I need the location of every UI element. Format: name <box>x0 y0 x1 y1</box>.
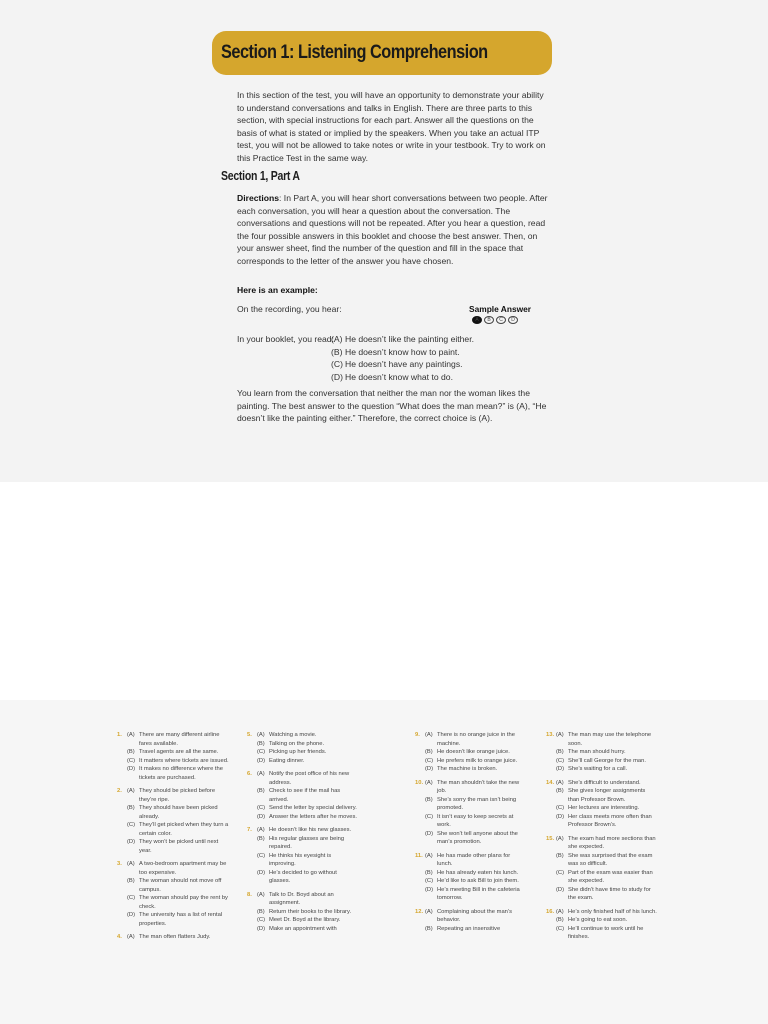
option-letter: (C) <box>127 757 136 764</box>
answer-option <box>127 731 229 748</box>
option-text: Complaining about the man’s behavior. <box>437 908 512 923</box>
option-letter: (A) <box>425 908 433 915</box>
option-letter: (A) <box>257 891 265 898</box>
option-letter: (D) <box>556 886 565 893</box>
option-text: They’ll get picked when they turn a certain color. <box>139 822 229 837</box>
option-text: The exam had more sections than she expected. <box>568 835 656 850</box>
question-item <box>117 731 229 782</box>
answer-option <box>127 860 229 877</box>
option-letter: (D) <box>127 766 136 772</box>
option-letter: (D) <box>257 813 266 820</box>
option-text: The man may use the telephone soon. <box>568 732 652 747</box>
question-number: 6. <box>247 771 252 777</box>
answer-option <box>556 748 658 757</box>
question-item <box>415 779 527 847</box>
option-text: He’d like to ask Bill to join them. <box>437 878 519 884</box>
option-letter: (A) <box>425 732 433 738</box>
answer-option <box>127 877 229 894</box>
answer-option <box>556 869 658 886</box>
page-top <box>0 0 768 482</box>
option-text: Part of the exam was easier than she expected. <box>568 869 653 884</box>
option-text: The woman should not move off campus. <box>139 878 222 893</box>
option-text: He thinks his eyesight is improving. <box>269 852 332 867</box>
option-text: His regular glasses are being repaired. <box>269 835 345 850</box>
option-letter: (D) <box>257 757 266 764</box>
answer-bubble-d: D <box>508 316 518 324</box>
option-text: Make an appointment with <box>269 925 337 932</box>
option-letter: (B) <box>425 749 433 755</box>
option-letter: (A) <box>257 827 265 833</box>
option-text: Answer the letters after he moves. <box>269 813 357 820</box>
answer-option <box>257 757 359 766</box>
option-text: She’s difficult to understand. <box>568 779 641 786</box>
option-text: They should have been picked already. <box>139 805 218 820</box>
option-letter: (C) <box>257 805 266 811</box>
option-letter: (A) <box>127 934 135 940</box>
question-number: 13. <box>546 732 555 738</box>
option-text: Return their books to the library. <box>269 908 352 915</box>
answer-option <box>257 908 359 917</box>
question-column <box>117 731 229 947</box>
option-text: The man often flatters Judy. <box>139 934 211 940</box>
option-text: There are many different airline fares available. <box>139 732 220 747</box>
option-text: She’ll call George for the man. <box>568 757 646 764</box>
option-letter: (B) <box>257 908 265 915</box>
sample-answer-label: Sample Answer <box>469 304 532 314</box>
option-letter: (C) <box>556 757 565 764</box>
option-text: It isn’t easy to keep secrets at work. <box>437 813 514 828</box>
option-text: The woman should pay the rent by check. <box>139 895 228 910</box>
option-letter: (B) <box>127 805 135 811</box>
option-letter: (D) <box>257 869 266 876</box>
option-letter: (B) <box>257 740 265 747</box>
option-letter: (B) <box>425 869 433 876</box>
answer-option <box>425 765 527 774</box>
answer-option <box>556 804 658 813</box>
option-text: Talking on the phone. <box>269 740 325 747</box>
option-text: He’s meeting Bill in the cafeteria tomorrow. <box>437 886 520 901</box>
option-text: A two-bedroom apartment may be too expensive. <box>139 861 227 876</box>
example-option: (D) He doesn’t know what to do. <box>331 371 453 382</box>
answer-option <box>127 894 229 911</box>
option-text: It matters where tickets are issued. <box>139 757 229 764</box>
question-number: 11. <box>415 852 423 859</box>
question-item <box>415 731 527 774</box>
option-text: He prefers milk to orange juice. <box>437 757 518 764</box>
question-item <box>546 908 658 942</box>
answer-option <box>257 787 359 804</box>
option-text: Her class meets more often than Professor Brown’s. <box>568 813 652 828</box>
answer-option <box>556 835 658 852</box>
option-text: Send the letter by special delivery. <box>269 805 357 811</box>
answer-option <box>127 821 229 838</box>
option-letter: (A) <box>257 732 265 738</box>
question-item <box>415 908 527 934</box>
option-letter: (A) <box>257 771 265 777</box>
option-letter: (C) <box>127 895 136 901</box>
example-options <box>331 333 474 383</box>
explanation-paragraph: You learn from the conversation that neither the man nor the woman likes the painting. The best answer to the question “What does the man mean?” is (A), “He doesn’t like the painting either.” Therefore, the correct choice is (A). <box>237 388 547 424</box>
answer-option <box>257 852 359 869</box>
option-letter: (B) <box>257 835 265 842</box>
answer-option <box>257 770 359 787</box>
option-letter: (B) <box>556 749 564 755</box>
option-text: Talk to Dr. Boyd about an assignment. <box>269 891 334 906</box>
question-number: 7. <box>247 827 252 833</box>
question-number: 8. <box>247 891 252 898</box>
answer-option <box>127 911 229 928</box>
option-text: He’s going to eat soon. <box>568 917 628 923</box>
answer-option <box>425 779 527 796</box>
option-letter: (D) <box>127 912 136 918</box>
question-number: 4. <box>117 934 122 940</box>
directions-label: Directions <box>237 193 280 203</box>
option-text: She didn’t have time to study for the exam. <box>568 886 651 901</box>
example-option: (C) He doesn’t have any paintings. <box>331 359 463 370</box>
directions-paragraph <box>237 192 549 268</box>
option-letter: (C) <box>425 813 434 820</box>
option-text: Watching a movie. <box>269 732 317 738</box>
answer-option <box>127 787 229 804</box>
answer-option <box>425 748 527 757</box>
question-number: 15. <box>546 835 555 842</box>
option-text: Picking up her friends. <box>269 749 327 755</box>
option-text: Check to see if the mail has arrived. <box>269 788 341 803</box>
option-letter: (A) <box>556 835 564 842</box>
option-text: He doesn’t like his new glasses. <box>269 827 352 833</box>
question-number: 10. <box>415 779 424 786</box>
question-number: 1. <box>117 732 122 738</box>
question-item <box>247 891 359 934</box>
option-text: He has already eaten his lunch. <box>437 869 519 876</box>
question-item <box>415 852 527 903</box>
option-text: There is no orange juice in the machine. <box>437 732 515 747</box>
option-text: They should be picked before they’re ripe. <box>139 788 216 803</box>
option-text: He’s decided to go without glasses. <box>269 869 337 884</box>
answer-option <box>425 852 527 869</box>
option-letter: (C) <box>257 852 266 859</box>
answer-option <box>556 813 658 830</box>
option-text: She gives longer assignments than Professor Brown. <box>568 788 646 803</box>
question-item <box>247 731 359 765</box>
option-letter: (A) <box>425 779 433 786</box>
option-letter: (A) <box>127 732 135 738</box>
option-letter: (B) <box>425 796 433 803</box>
answer-option <box>556 852 658 869</box>
answer-option <box>257 804 359 813</box>
option-text: Notify the post office of his new address. <box>269 771 350 786</box>
option-letter: (B) <box>127 878 135 884</box>
answer-option <box>127 765 229 782</box>
directions-text: : In Part A, you will hear short conversations between two people. After each conversation, you will hear a question about the conversation. The conversations and questions will not be repeated. After you hear a question, read the four possible answers in this booklet and choose the best answer. Then, on your answer sheet, find the number of the question and fill in the space that corresponds to the letter of the answer you have chosen. <box>237 193 548 266</box>
option-letter: (D) <box>425 766 434 772</box>
answer-option <box>257 826 359 835</box>
question-number: 9. <box>415 732 420 738</box>
option-text: The machine is broken. <box>437 766 498 772</box>
answer-option <box>556 731 658 748</box>
option-letter: (B) <box>127 749 135 755</box>
option-letter: (C) <box>556 805 565 811</box>
answer-option <box>425 925 527 934</box>
option-letter: (C) <box>556 925 565 932</box>
option-letter: (C) <box>556 869 565 876</box>
option-text: Repeating an insensitive <box>437 925 501 932</box>
option-letter: (C) <box>127 822 136 828</box>
option-letter: (B) <box>257 788 265 794</box>
part-title: Section 1, Part A <box>221 169 300 183</box>
option-letter: (D) <box>556 766 565 772</box>
answer-option <box>425 886 527 903</box>
answer-option <box>257 748 359 757</box>
option-letter: (A) <box>425 852 433 859</box>
option-text: The university has a list of rental properties. <box>139 912 223 927</box>
answer-option <box>257 813 359 822</box>
question-column <box>546 731 658 947</box>
question-item <box>546 779 658 830</box>
question-number: 5. <box>247 732 252 738</box>
option-letter: (C) <box>425 757 434 764</box>
option-text: They won’t be picked until next year. <box>139 839 219 854</box>
answer-option <box>257 869 359 886</box>
option-letter: (C) <box>425 878 434 884</box>
answer-option <box>556 779 658 788</box>
question-item <box>546 731 658 774</box>
answer-option <box>425 877 527 886</box>
answer-option <box>257 835 359 852</box>
answer-option <box>257 916 359 925</box>
example-title: Here is an example: <box>237 285 318 295</box>
question-item <box>247 826 359 886</box>
answer-option <box>127 748 229 757</box>
option-text: The man should hurry. <box>568 749 626 755</box>
question-item <box>117 860 229 928</box>
option-letter: (D) <box>127 839 136 845</box>
on-recording-text: On the recording, you hear: <box>237 304 342 314</box>
question-number: 12. <box>415 908 424 915</box>
option-text: She’s waiting for a call. <box>568 766 628 772</box>
option-letter: (C) <box>257 749 266 755</box>
answer-option <box>425 869 527 878</box>
answer-option <box>257 891 359 908</box>
option-letter: (B) <box>425 925 433 932</box>
option-letter: (C) <box>257 917 266 923</box>
option-text: He’s only finished half of his lunch. <box>568 908 657 915</box>
option-text: The man shouldn’t take the new job. <box>437 779 520 794</box>
option-text: Her lectures are interesting. <box>568 805 640 811</box>
option-letter: (B) <box>556 788 564 794</box>
question-item <box>546 835 658 903</box>
option-letter: (D) <box>425 886 434 893</box>
option-letter: (A) <box>127 788 135 794</box>
answer-option <box>127 757 229 766</box>
option-text: It makes no difference where the tickets are purchased. <box>139 766 223 781</box>
answer-option <box>556 908 658 917</box>
option-letter: (B) <box>556 852 564 859</box>
answer-option <box>425 908 527 925</box>
answer-option <box>257 925 359 934</box>
option-letter: (B) <box>556 917 564 923</box>
answer-option <box>127 804 229 821</box>
answer-option <box>257 731 359 740</box>
option-text: He’ll continue to work until he finishes. <box>568 925 644 940</box>
question-number: 2. <box>117 788 122 794</box>
answer-option <box>556 916 658 925</box>
answer-option <box>556 757 658 766</box>
answer-option <box>425 731 527 748</box>
option-text: She’s sorry the man isn’t being promoted. <box>437 796 517 811</box>
option-text: Meet Dr. Boyd at the library. <box>269 917 341 923</box>
option-text: Eating dinner. <box>269 757 305 764</box>
section-title: Section 1: Listening Comprehension <box>221 42 488 63</box>
option-letter: (D) <box>257 925 266 932</box>
intro-paragraph: In this section of the test, you will have an opportunity to demonstrate your ability to understand conversations and talks in English. There are three parts to this section, with special instructions for each part. Answer all the questions on the basis of what is stated or implied by the speakers. When you take an actual ITP test, you will not be allowed to take notes or write in your testbook. Try to work on this Practice Test in the same way. <box>237 90 546 163</box>
option-letter: (A) <box>556 779 564 786</box>
question-item <box>117 933 229 942</box>
option-letter: (A) <box>127 861 135 867</box>
answer-option <box>425 830 527 847</box>
option-text: She won’t tell anyone about the man’s promotion. <box>437 830 518 845</box>
option-letter: (A) <box>556 732 564 738</box>
answer-option <box>127 838 229 855</box>
answer-option <box>127 933 229 942</box>
option-text: Travel agents are all the same. <box>139 749 219 755</box>
section-banner <box>212 31 552 75</box>
question-item <box>117 787 229 855</box>
example-option: (B) He doesn’t know how to paint. <box>331 346 460 357</box>
sample-answer-bubbles <box>472 316 518 324</box>
question-column <box>247 731 359 938</box>
example-option: (A) He doesn’t like the painting either. <box>331 334 474 344</box>
answer-option <box>425 757 527 766</box>
question-number: 14. <box>546 779 555 786</box>
question-item <box>247 770 359 821</box>
option-text: He doesn’t like orange juice. <box>437 749 510 755</box>
answer-option <box>556 787 658 804</box>
in-booklet-text: In your booklet, you read: <box>237 334 334 344</box>
answer-option <box>556 925 658 942</box>
option-letter: (D) <box>425 830 434 837</box>
answer-option <box>556 765 658 774</box>
question-number: 16. <box>546 908 555 915</box>
question-column <box>415 731 527 938</box>
answer-option <box>556 886 658 903</box>
answer-bubble-b: B <box>484 316 494 324</box>
answer-option <box>425 813 527 830</box>
option-text: She was surprised that the exam was so difficult. <box>568 852 653 867</box>
answer-option <box>425 796 527 813</box>
question-number: 3. <box>117 861 122 867</box>
answer-option <box>257 740 359 749</box>
answer-bubble-a: A <box>472 316 482 324</box>
option-text: He has made other plans for lunch. <box>437 852 511 867</box>
answer-bubble-c: C <box>496 316 506 324</box>
option-letter: (D) <box>556 813 565 820</box>
option-letter: (A) <box>556 908 564 915</box>
